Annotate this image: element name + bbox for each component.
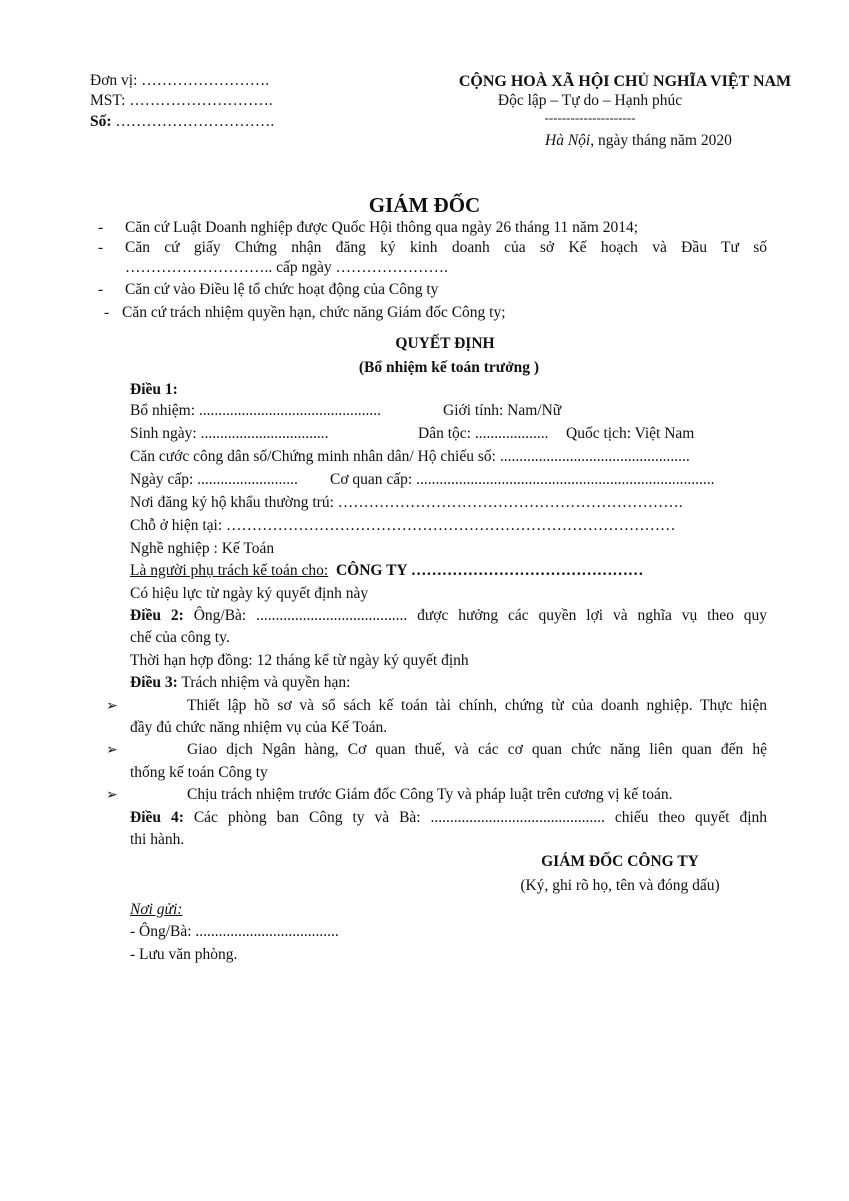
effective-text: Có hiệu lực từ ngày ký quyết định này [130, 585, 369, 602]
role-line [130, 562, 643, 581]
issue-place-field: Cơ quan cấp: ............................................................................. [330, 471, 715, 488]
document-number-field [90, 113, 274, 132]
role-label: Là người phụ trách kế toán cho: [130, 562, 329, 579]
national-title: CỘNG HOÀ XÃ HỘI CHỦ NGHĨA VIỆT NAM [458, 73, 792, 90]
article-4-text: Các phòng ban Công ty và Bà: ............................................. chiếu theo quyết định [193, 809, 767, 826]
article-4-line2: thi hành. [130, 831, 185, 848]
unit-field: Đơn vị: ……………………. [90, 72, 270, 89]
occupation-field: Nghề nghiệp : Kế Toán [130, 540, 275, 557]
article-3-heading: Điều 3: [130, 674, 178, 691]
arrow-bullet-icon: ➢ [106, 699, 118, 714]
duty-2-line2: thống kế toán Công ty [130, 764, 268, 781]
article-2-line2: chế của công ty. [130, 629, 230, 646]
number-label: Số: [90, 113, 112, 130]
basis-1: Căn cứ Luật Doanh nghiệp được Quốc Hội thông qua ngày 26 tháng 11 năm 2014; [125, 219, 639, 236]
residence-field: Nơi đăng ký hộ khẩu thường trú: …………………………………………………………. [130, 494, 683, 511]
signature-note: (Ký, ghi rõ họ, tên và đóng dấu) [520, 877, 720, 894]
duty-2-line1: Giao dịch Ngân hàng, Cơ quan thuế, và các cơ quan chức năng liên quan đến hệ [187, 741, 767, 758]
duty-1-line2: đầy đủ chức năng nhiệm vụ của Kế Toán. [130, 719, 388, 736]
basis-dash: - [98, 219, 104, 236]
decision-title: QUYẾT ĐỊNH [395, 335, 495, 352]
basis-dash: - [104, 304, 110, 321]
motto-rule: --------------------- [544, 110, 636, 125]
arrow-bullet-icon: ➢ [106, 743, 118, 758]
duty-1-line1: Thiết lập hồ sơ và sổ sách kế toán tài chính, chứng từ của doanh nghiệp. Thực hiện [187, 697, 767, 714]
gender-field: Giới tính: Nam/Nữ [443, 402, 562, 419]
date-text: , ngày tháng năm 2020 [590, 132, 732, 149]
signature-title: GIÁM ĐỐC CÔNG TY [541, 853, 699, 870]
current-address-field: Chỗ ở hiện tại: …………………………………………………………………………… [130, 517, 676, 534]
dob-field: Sinh ngày: ................................. [130, 425, 329, 442]
article-1-heading: Điều 1: [130, 381, 178, 398]
basis-2-line2: ……………………….. cấp ngày …………………. [125, 259, 448, 276]
decision-subtitle: (Bổ nhiệm kế toán trưởng ) [358, 359, 540, 376]
nationality-field: Quốc tịch: Việt Nam [566, 425, 695, 442]
recipients-label: Nơi gửi: [130, 901, 183, 918]
basis-dash: - [98, 239, 104, 256]
article-4-line1 [130, 809, 767, 828]
duty-3: Chịu trách nhiệm trước Giám đốc Công Ty và pháp luật trên cương vị kế toán. [187, 786, 673, 803]
place-date [545, 132, 732, 151]
recipient-2: - Lưu văn phòng. [130, 946, 238, 963]
ethnicity-field: Dân tộc: ................... [418, 425, 549, 442]
article-3-intro: Trách nhiệm và quyền hạn: [181, 674, 351, 691]
basis-2-line1: Căn cứ giấy Chứng nhận đăng ký kinh doanh của sở Kế hoạch và Đầu Tư số [125, 239, 767, 256]
article-3-line [130, 674, 350, 693]
article-4-heading: Điều 4: [130, 809, 184, 826]
place-name: Hà Nội [545, 132, 591, 149]
basis-4: Căn cứ trách nhiệm quyền hạn, chức năng Giám đốc Công ty; [122, 304, 506, 321]
role-company: CÔNG TY ……………………………………… [335, 562, 644, 579]
number-dots: …………………………. [111, 113, 275, 130]
contract-term: Thời hạn hợp đồng: 12 tháng kể từ ngày ký quyết định [130, 652, 469, 669]
arrow-bullet-icon: ➢ [106, 788, 118, 803]
recipient-1: - Ông/Bà: ..................................... [130, 923, 339, 940]
appoint-field: Bổ nhiệm: ............................................... [130, 402, 382, 419]
basis-3: Căn cứ vào Điều lệ tổ chức hoạt động của Công ty [125, 281, 439, 298]
national-motto: Độc lập – Tự do – Hạnh phúc [497, 92, 683, 109]
authority-title: GIÁM ĐỐC [368, 193, 481, 217]
id-number-field: Căn cước công dân số/Chứng minh nhân dân/ Hộ chiếu số: ................................................. [130, 448, 690, 465]
article-2-text: Ông/Bà: ....................................... được hưởng các quyền lợi và nghĩa vụ theo quy [193, 607, 768, 624]
tax-code-field: MST: ………………………. [90, 92, 273, 109]
basis-dash: - [98, 281, 104, 298]
issue-date-field: Ngày cấp: .......................... [130, 471, 298, 488]
article-2-line1 [130, 607, 767, 626]
article-2-heading: Điều 2: [130, 607, 184, 624]
